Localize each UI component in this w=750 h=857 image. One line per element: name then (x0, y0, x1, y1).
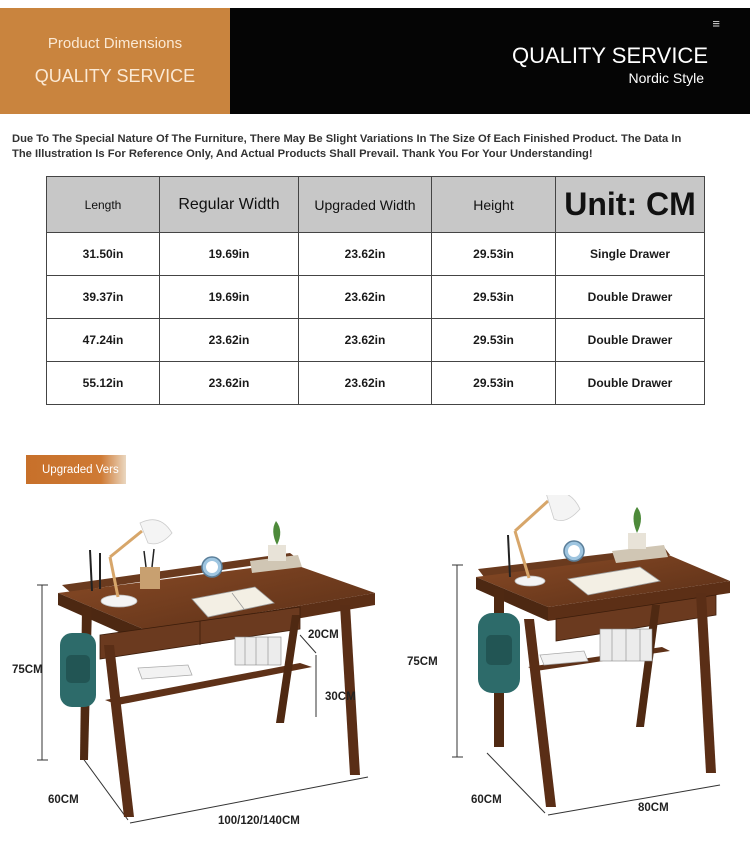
cell-length: 31.50in (47, 233, 160, 276)
cell-height: 29.53in (432, 276, 556, 319)
product-dimensions-title: Product Dimensions (47, 35, 183, 52)
right-width-label: 80CM (638, 802, 669, 814)
header-left-panel (0, 8, 230, 114)
header-regular-width: Regular Width (160, 177, 299, 233)
left-width-label: 100/120/140CM (218, 815, 300, 827)
header-right-panel (230, 8, 750, 114)
quality-service-left: QUALITY SERVICE (34, 66, 196, 86)
table-row (47, 362, 705, 405)
cell-regular-width: 23.62in (160, 362, 299, 405)
right-depth-label: 60CM (471, 794, 502, 806)
left-desk-image (37, 520, 375, 823)
cell-drawer-type: Single Drawer (556, 233, 705, 276)
cell-drawer-type: Double Drawer (556, 319, 705, 362)
shelf-height-label: 30CM (325, 691, 356, 703)
header-banner (0, 8, 750, 114)
cell-upgraded-width: 23.62in (299, 319, 432, 362)
cell-upgraded-width: 23.62in (299, 276, 432, 319)
header-upgraded-width: Upgraded Width (299, 177, 432, 233)
nordic-style-label: Nordic Style (628, 70, 704, 86)
table-row (47, 233, 705, 276)
header-unit: Unit: CM (556, 177, 705, 233)
cell-height: 29.53in (432, 233, 556, 276)
desk-drawings (0, 495, 750, 845)
dimensions-table (46, 176, 705, 405)
cell-length: 39.37in (47, 276, 160, 319)
right-height-label: 75CM (407, 656, 438, 668)
upgraded-version-badge: Upgraded Vers (26, 455, 126, 484)
left-depth-label: 60CM (48, 794, 79, 806)
table-row (47, 319, 705, 362)
cell-regular-width: 19.69in (160, 276, 299, 319)
table-header-row (47, 177, 705, 233)
cell-height: 29.53in (432, 362, 556, 405)
size-disclaimer: Due To The Special Nature Of The Furniture, There May Be Slight Variations In The Size Of Each Finished Product. The Data In The Illustration Is For Reference Only, And Actual Products Shall Prevail. Thank You For Your Understanding! (12, 133, 682, 160)
table-row (47, 276, 705, 319)
quality-service-right: QUALITY SERVICE (511, 43, 708, 68)
menu-icon[interactable]: ≡ (712, 16, 720, 31)
right-desk-image (452, 495, 730, 815)
cell-regular-width: 23.62in (160, 319, 299, 362)
left-height-label: 75CM (12, 664, 43, 676)
cell-regular-width: 19.69in (160, 233, 299, 276)
desk-illustrations (0, 495, 750, 845)
header-height: Height (432, 177, 556, 233)
cell-upgraded-width: 23.62in (299, 233, 432, 276)
cell-height: 29.53in (432, 319, 556, 362)
header-length: Length (47, 177, 160, 233)
cell-length: 55.12in (47, 362, 160, 405)
cell-drawer-type: Double Drawer (556, 362, 705, 405)
cell-upgraded-width: 23.62in (299, 362, 432, 405)
drawer-height-label: 20CM (308, 629, 339, 641)
cell-length: 47.24in (47, 319, 160, 362)
cell-drawer-type: Double Drawer (556, 276, 705, 319)
